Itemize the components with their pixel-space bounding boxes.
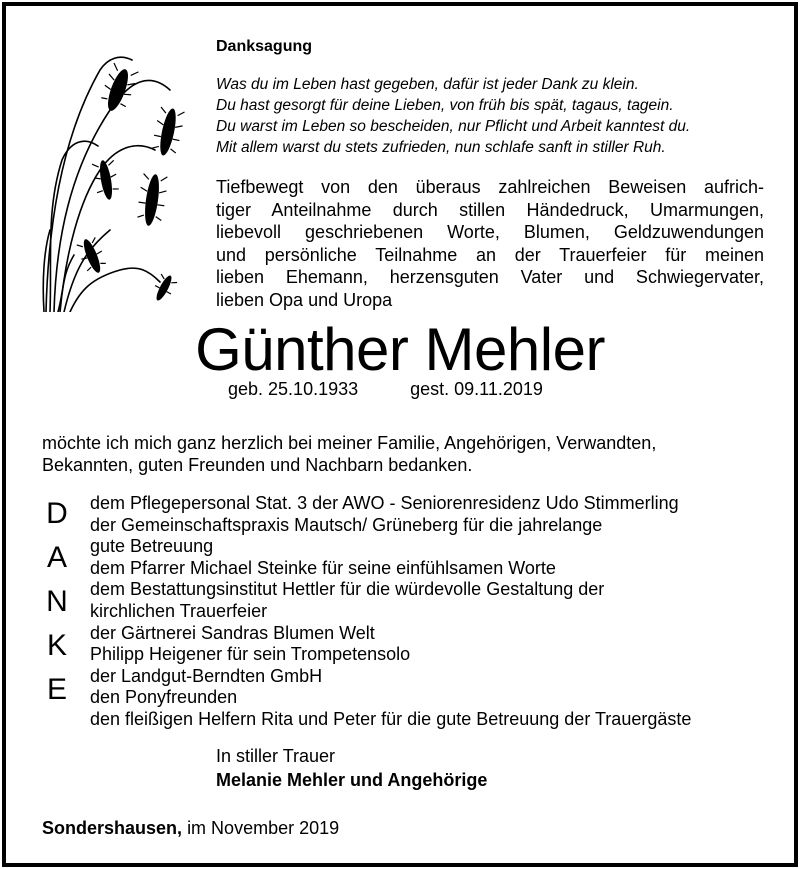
list-item: kirchlichen Trauerfeier xyxy=(90,600,268,621)
poem-line: Du warst im Leben so bescheiden, nur Pflicht und Arbeit kanntest du. xyxy=(216,118,691,135)
life-dates xyxy=(228,379,543,400)
list-item: den fleißigen Helfern Rita und Peter für die gute Betreuung der Trauergäste xyxy=(90,708,692,729)
poem-line: Was du im Leben hast gegeben, dafür ist jeder Dank zu klein. xyxy=(216,76,639,93)
danke-letter: K xyxy=(46,629,67,662)
thanks-intro-line: möchte ich mich ganz herzlich bei meiner Familie, Angehörigen, Verwandten, xyxy=(42,433,657,453)
list-item: den Ponyfreunden xyxy=(90,687,238,708)
intro-line: lieben Opa und Uropa xyxy=(216,289,393,310)
danke-letter: D xyxy=(46,497,68,530)
birth-date: geb. 25.10.1933 xyxy=(228,379,359,399)
deceased-name: Günther Mehler xyxy=(195,316,605,383)
intro-paragraph xyxy=(216,176,764,312)
intro-line: Tiefbewegt von den überaus zahlreichen Beweisen aufrich- xyxy=(216,177,764,197)
list-item: dem Bestattungsinstitut Hettler für die würdevolle Gestaltung der xyxy=(90,579,605,600)
signers: Melanie Mehler und Angehörige xyxy=(216,770,488,790)
list-item: der Gemeinschaftspraxis Mautsch/ Grüneberg für die jahrelange xyxy=(90,514,603,535)
list-item: dem Pfarrer Michael Steinke für seine einfühlsamen Worte xyxy=(90,557,556,578)
grass-ornament-icon xyxy=(40,50,200,312)
footer-place: Sondershausen, xyxy=(42,818,183,838)
list-item: der Landgut-Berndten GmbH xyxy=(90,665,323,686)
mourning-line: In stiller Trauer xyxy=(216,746,336,766)
death-date: gest. 09.11.2019 xyxy=(410,379,543,399)
intro-line: lieben Ehemann, herzensguten Vater und Schwiegervater, xyxy=(216,267,764,288)
mourning-block xyxy=(216,744,487,792)
poem xyxy=(216,74,690,158)
list-item: dem Pflegepersonal Stat. 3 der AWO - Seniorenresidenz Udo Stimmerling xyxy=(90,493,679,513)
footer xyxy=(42,818,339,839)
danke-letter: A xyxy=(46,541,67,574)
poem-line: Du hast gesorgt für deine Lieben, von früh bis spät, tagaus, tagein. xyxy=(216,97,674,114)
list-item: Philipp Heigener für sein Trompetensolo xyxy=(90,644,411,665)
thanks-intro-line: Bekannten, guten Freunden und Nachbarn bedanken. xyxy=(42,455,473,475)
notice-frame xyxy=(2,2,798,867)
thanks-intro xyxy=(42,432,656,476)
danke-letters xyxy=(42,492,72,712)
thanks-list xyxy=(90,493,691,731)
list-item: gute Betreuung xyxy=(90,536,214,557)
intro-line: liebevoll geschriebenen Worte, Blumen, Geldzuwendungen xyxy=(216,222,764,243)
danke-letter: E xyxy=(46,673,67,706)
danke-letter: N xyxy=(46,585,68,618)
heading: Danksagung xyxy=(216,38,313,55)
list-item: der Gärtnerei Sandras Blumen Welt xyxy=(90,622,375,643)
footer-date: im November 2019 xyxy=(187,818,340,838)
intro-line: tiger Anteilnahme durch stillen Händedruck, Umarmungen, xyxy=(216,199,764,220)
poem-line: Mit allem warst du stets zufrieden, nun schlafe sanft in stiller Ruh. xyxy=(216,139,666,156)
intro-line: und persönliche Teilnahme an der Trauerfeier für meinen xyxy=(216,244,764,265)
